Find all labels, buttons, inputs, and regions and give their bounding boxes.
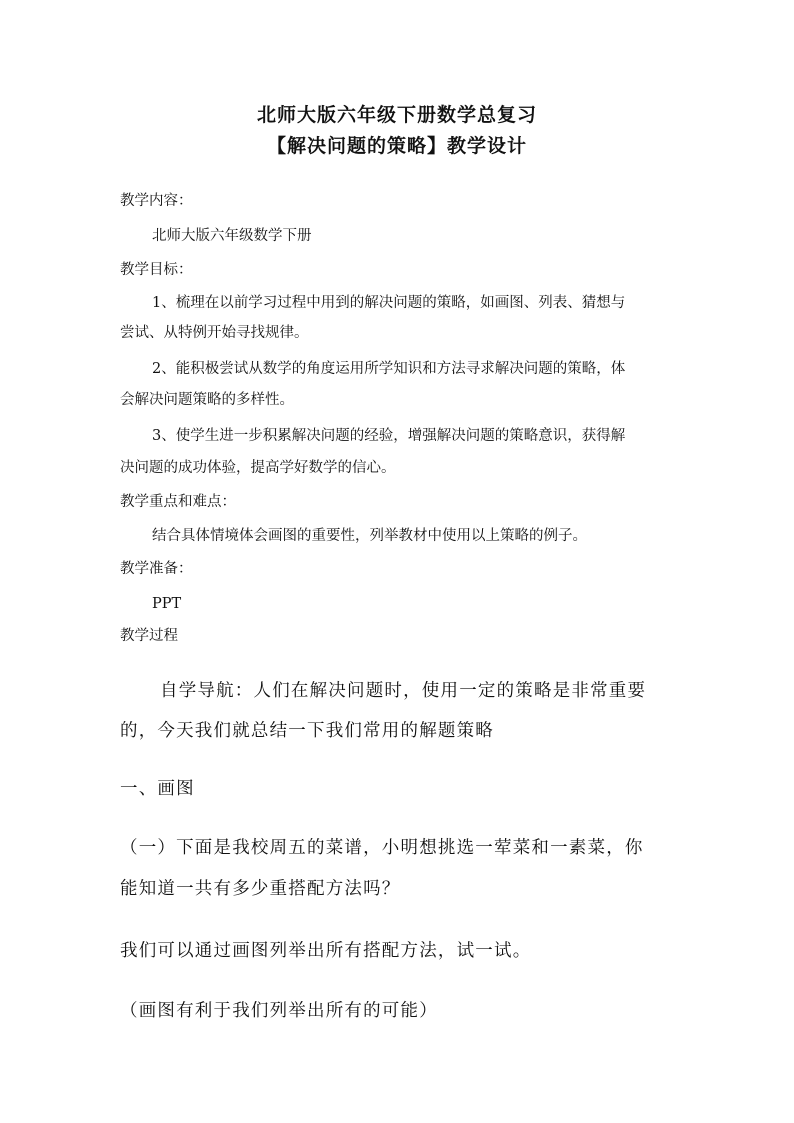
content-heading: 教学内容： — [120, 193, 193, 209]
question-1-hint: 我们可以通过画图列举出所有搭配方法，试一试。 — [120, 941, 532, 961]
question-1-line-2: 能知道一共有多少重搭配方法吗？ — [120, 879, 401, 899]
guide-line-2: 的，今天我们就总结一下我们常用的解题策略 — [120, 721, 494, 741]
goal-2-line-1: 2、能积极尝试从数学的角度运用所学知识和方法寻求解决问题的策略，体 — [152, 361, 626, 377]
preparation-text: PPT — [152, 596, 182, 612]
process-heading: 教学过程 — [120, 628, 178, 644]
goal-1-line-1: 1、梳理在以前学习过程中用到的解决问题的策略，如画图、列表、猜想与 — [152, 295, 626, 311]
preparation-heading: 教学准备： — [120, 561, 193, 577]
content-text: 北师大版六年级数学下册 — [152, 228, 312, 244]
document-title: 北师大版六年级下册数学总复习 — [256, 104, 537, 126]
key-points-heading: 教学重点和难点： — [120, 494, 236, 510]
question-1-note: （画图有利于我们列举出所有的可能） — [120, 1001, 438, 1021]
goal-3-line-1: 3、使学生进一步积累解决问题的经验，增强解决问题的策略意识，获得解 — [152, 428, 626, 444]
goal-1-line-2: 尝试、从特例开始寻找规律。 — [120, 325, 309, 341]
guide-line-1: 自学导航：人们在解决问题时，使用一定的策略是非常重要 — [160, 681, 647, 701]
goal-3-line-2: 决问题的成功体验，提高学好数学的信心。 — [120, 460, 396, 476]
goal-2-line-2: 会解决问题策略的多样性。 — [120, 392, 294, 408]
key-points-text: 结合具体情境体会画图的重要性，列举教材中使用以上策略的例子。 — [152, 528, 587, 544]
goals-heading: 教学目标： — [120, 262, 193, 278]
document-subtitle: 【解决问题的策略】教学设计 — [266, 135, 527, 157]
section-heading-drawing: 一、画图 — [120, 779, 195, 799]
question-1-line-1: （一）下面是我校周五的菜谱，小明想挑选一荤菜和一素菜，你 — [120, 838, 644, 858]
